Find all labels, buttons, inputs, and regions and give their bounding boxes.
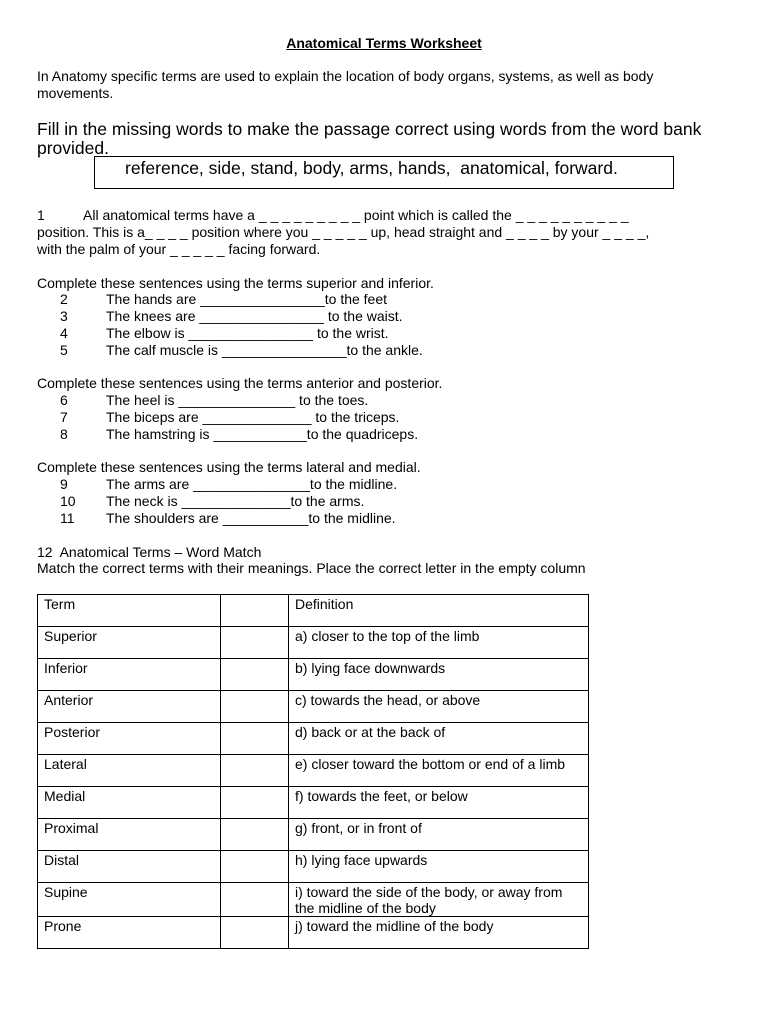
answer-cell[interactable]	[221, 691, 289, 723]
word-match-table	[37, 594, 589, 949]
definition-cell: h) lying face upwards	[289, 851, 589, 883]
term-cell: Proximal	[38, 819, 221, 851]
table-row	[38, 659, 589, 691]
definition-cell: f) towards the feet, or below	[289, 787, 589, 819]
instruction-line-2: provided.	[37, 138, 109, 158]
question-number: 8	[60, 426, 68, 442]
question-number: 3	[60, 308, 68, 324]
table-row	[38, 819, 589, 851]
answer-cell[interactable]	[221, 917, 289, 949]
term-cell: Inferior	[38, 659, 221, 691]
question-text: The heel is _______________ to the toes.	[106, 392, 369, 408]
table-row	[38, 627, 589, 659]
question-text: The hands are ________________to the feet	[106, 291, 388, 307]
question-text: The neck is ______________to the arms.	[106, 493, 365, 509]
section-lateral-heading: Complete these sentences using the terms lateral and medial.	[37, 459, 421, 475]
term-cell: Prone	[38, 917, 221, 949]
question-number: 7	[60, 409, 68, 425]
term-cell: Posterior	[38, 723, 221, 755]
question-number: 11	[60, 510, 75, 526]
intro-line-1: In Anatomy specific terms are used to explain the location of body organs, systems, as well as body	[37, 68, 654, 84]
answer-cell[interactable]	[221, 723, 289, 755]
definition-cell: b) lying face downwards	[289, 659, 589, 691]
table-row	[38, 691, 589, 723]
term-cell: Supine	[38, 883, 221, 917]
definition-cell: c) towards the head, or above	[289, 691, 589, 723]
answer-cell[interactable]	[221, 787, 289, 819]
word-bank-box	[94, 156, 674, 189]
question-text: The calf muscle is ________________to the ankle.	[106, 342, 423, 358]
table-header-row	[38, 595, 589, 627]
instruction-line-1: Fill in the missing words to make the passage correct using words from the word bank	[37, 119, 702, 139]
table-row	[38, 851, 589, 883]
question-text: The biceps are ______________ to the triceps.	[106, 409, 400, 425]
answer-cell[interactable]	[221, 883, 289, 917]
definition-cell: a) closer to the top of the limb	[289, 627, 589, 659]
table-row	[38, 723, 589, 755]
question-text: The elbow is ________________ to the wrist.	[106, 325, 389, 341]
table-row	[38, 917, 589, 949]
answer-cell[interactable]	[221, 755, 289, 787]
question-1-line-2: position. This is a_ _ _ _ position where you _ _ _ _ _ up, head straight and _ _ _ _ by your _ _ _ _,	[37, 224, 650, 240]
definition-cell: j) toward the midline of the body	[289, 917, 589, 949]
question-1-line-3: with the palm of your _ _ _ _ _ facing forward.	[37, 241, 321, 257]
section-anterior-heading: Complete these sentences using the terms anterior and posterior.	[37, 375, 443, 391]
question-1-number: 1	[37, 207, 45, 223]
answer-cell[interactable]	[221, 819, 289, 851]
question-number: 2	[60, 291, 68, 307]
worksheet-title: Anatomical Terms Worksheet	[286, 35, 482, 51]
table-row	[38, 883, 589, 917]
question-text: The hamstring is ____________to the quadriceps.	[106, 426, 419, 442]
question-text: The shoulders are ___________to the midline.	[106, 510, 396, 526]
word-match-heading: 12 Anatomical Terms – Word Match	[37, 544, 262, 560]
question-text: The arms are _______________to the midline.	[106, 476, 398, 492]
answer-cell[interactable]	[221, 851, 289, 883]
question-1-line-1: All anatomical terms have a _ _ _ _ _ _ _ _ _ point which is called the _ _ _ _ _ _ _ _ _ _	[83, 207, 629, 223]
question-number: 6	[60, 392, 68, 408]
table-row	[38, 755, 589, 787]
table-row	[38, 787, 589, 819]
term-cell: Medial	[38, 787, 221, 819]
term-cell: Lateral	[38, 755, 221, 787]
term-cell: Distal	[38, 851, 221, 883]
answer-column-header	[221, 595, 289, 627]
section-superior-heading: Complete these sentences using the terms superior and inferior.	[37, 275, 434, 291]
definition-cell: i) toward the side of the body, or away from the midline of the body	[289, 883, 589, 917]
definition-cell: e) closer toward the bottom or end of a limb	[289, 755, 589, 787]
term-column-header: Term	[38, 595, 221, 627]
question-number: 4	[60, 325, 68, 341]
question-number: 10	[60, 493, 76, 509]
word-match-instruction: Match the correct terms with their meanings. Place the correct letter in the empty column	[37, 560, 586, 576]
question-number: 5	[60, 342, 68, 358]
intro-line-2: movements.	[37, 85, 114, 101]
definition-cell: d) back or at the back of	[289, 723, 589, 755]
question-number: 9	[60, 476, 68, 492]
word-bank-text: reference, side, stand, body, arms, hands, anatomical, forward.	[125, 158, 618, 178]
answer-cell[interactable]	[221, 627, 289, 659]
question-text: The knees are ________________ to the waist.	[106, 308, 403, 324]
answer-cell[interactable]	[221, 659, 289, 691]
definition-column-header: Definition	[289, 595, 589, 627]
term-cell: Superior	[38, 627, 221, 659]
definition-cell: g) front, or in front of	[289, 819, 589, 851]
term-cell: Anterior	[38, 691, 221, 723]
